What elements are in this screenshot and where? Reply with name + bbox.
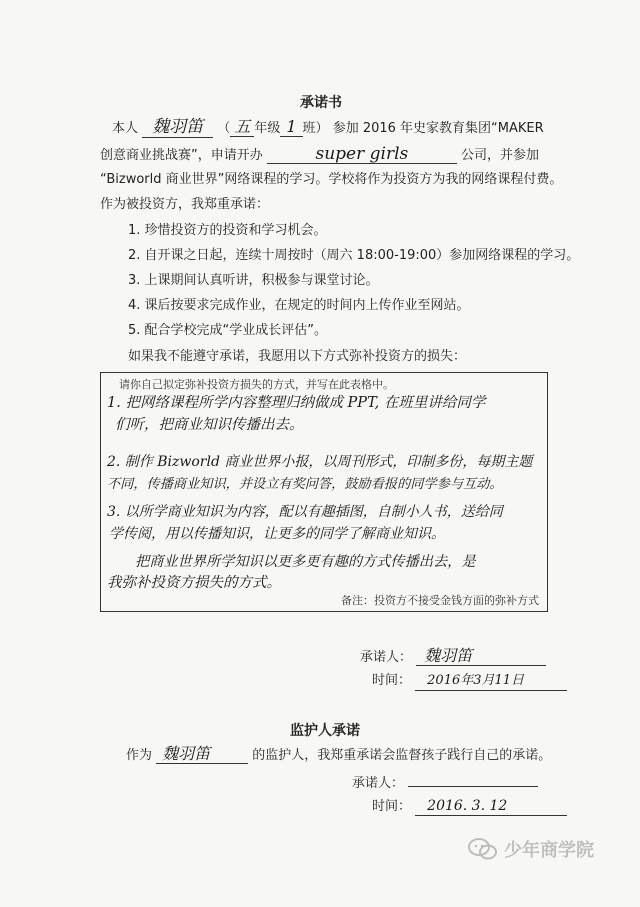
- promisor-row: [360, 647, 546, 667]
- grade-word: 年级: [254, 121, 281, 136]
- box-instruction: 请你自己拟定弥补投资方损失的方式，并写在此表格中。: [119, 378, 394, 391]
- promisor-signature: 魏羽笛: [416, 647, 546, 666]
- guardian-statement: [126, 745, 551, 765]
- guardian-signature-line: [408, 772, 538, 787]
- handwritten-line-5: 3. 以所学商业知识为内容，配以有趣插图，自制小人书，送给同: [107, 504, 503, 520]
- guardian-title: 监护人承诺: [290, 723, 360, 739]
- guardian-sign-row: [352, 772, 538, 793]
- intro-line-2: [100, 145, 539, 165]
- promisor-time-label: 时间：: [372, 673, 412, 688]
- promise-item-4: 4. 课后按要求完成作业，在规定的时间内上传作业至网站。: [128, 298, 470, 313]
- watermark-text: 少年商学院: [504, 840, 594, 861]
- guardian-label: 承诺人：: [352, 776, 405, 791]
- promisor-time-value: 2016年3月11日: [415, 672, 567, 691]
- student-name: 魏羽笛: [142, 117, 213, 138]
- promise-item-3: 3. 上课期间认真听讲，积极参与课堂讨论。: [128, 273, 379, 288]
- guardian-time-label: 时间：: [372, 799, 412, 814]
- class-word: 班）: [302, 121, 329, 136]
- intro-line-4: 作为被投资方，我郑重承诺：: [100, 197, 270, 212]
- handwritten-line-4: 不同，传播商业知识，并设立有奖问答，鼓励看报的同学参与互动。: [107, 477, 503, 492]
- compensation-box: [100, 372, 548, 612]
- guardian-prefix: 作为: [126, 748, 153, 763]
- intro-line-3: “Bizworld 商业世界”网络课程的学习。学校将作为投资方为我的网络课程付费。: [100, 172, 563, 187]
- guardian-suffix: 的监护人，我郑重承诺会监督孩子践行自己的承诺。: [252, 748, 552, 763]
- handwritten-line-2: 们听，把商业知识传播出去。: [115, 417, 304, 433]
- handwritten-line-3: 2. 制作 Bizworld 商业世界小报，以周刊形式，印制多份，每期主题: [107, 454, 533, 470]
- guardian-time-value: 2016. 3. 12: [415, 797, 567, 816]
- intro-prefix: 本人: [112, 121, 139, 136]
- guardian-child-name: 魏羽笛: [156, 745, 248, 764]
- promise-item-2: 2. 自开课之日起，连续十周按时（周六 18:00-19:00）参加网络课程的学习。: [128, 248, 580, 263]
- handwritten-line-6: 学传阅，用以传播知识，让更多的同学了解商业知识。: [109, 526, 445, 542]
- intro-line-2-suffix: 公司，并参加: [461, 148, 540, 163]
- promise-item-1: 1. 珍惜投资方的投资和学习机会。: [128, 223, 327, 238]
- watermark: [468, 836, 594, 862]
- promisor-time-row: [372, 672, 567, 691]
- handwritten-line-1: 1. 把网络课程所学内容整理归纳做成 PPT, 在班里讲给同学: [107, 395, 486, 411]
- if-line: 如果我不能遵守承诺，我愿用以下方式弥补投资方的损失：: [128, 349, 467, 364]
- grade-value: 五: [230, 117, 254, 137]
- box-footnote: 备注：投资方不接受金钱方面的弥补方式: [341, 594, 539, 607]
- grade-open: （: [217, 121, 231, 136]
- handwritten-line-7: 把商业世界所学知识以更多更有趣的方式传播出去，是: [135, 554, 476, 570]
- company-name: super girls: [267, 145, 457, 164]
- class-value: 1: [280, 117, 302, 137]
- page-title: 承诺书: [300, 95, 342, 111]
- handwritten-line-8: 我弥补投资方损失的方式。: [107, 575, 281, 591]
- promisor-label: 承诺人：: [360, 650, 413, 665]
- intro-line-1: [112, 118, 544, 138]
- intro-suffix: 参加 2016 年史家教育集团“MAKER: [332, 121, 544, 136]
- guardian-time-row: [372, 797, 567, 816]
- intro-line-2-prefix: 创意商业挑战赛”，申请开办: [100, 148, 263, 163]
- promise-item-5: 5. 配合学校完成“学业成长评估”。: [128, 323, 328, 338]
- wechat-icon: [468, 837, 498, 861]
